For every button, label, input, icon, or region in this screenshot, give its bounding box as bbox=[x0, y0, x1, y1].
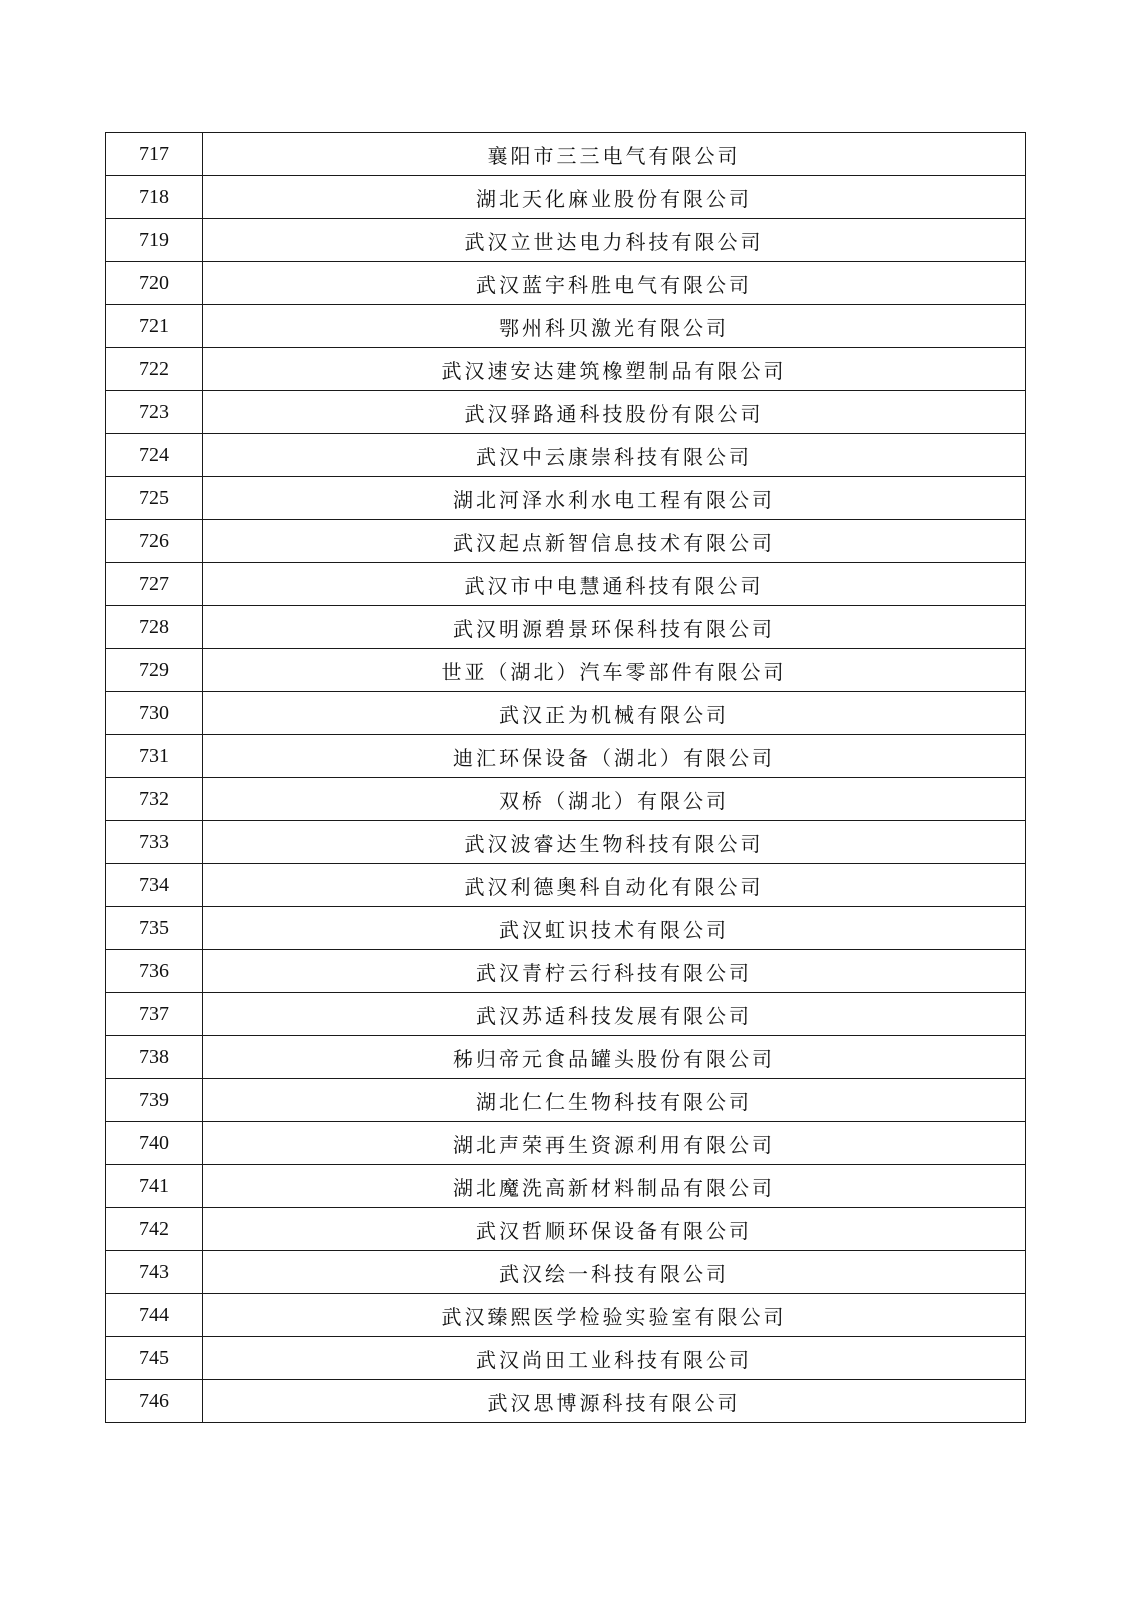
table-row bbox=[106, 864, 1026, 907]
table-row bbox=[106, 735, 1026, 778]
table-row bbox=[106, 1122, 1026, 1165]
table-row bbox=[106, 821, 1026, 864]
company-name-cell: 武汉思博源科技有限公司 bbox=[203, 1380, 1026, 1423]
row-number-cell: 736 bbox=[106, 950, 203, 993]
table-row bbox=[106, 649, 1026, 692]
row-number-cell: 718 bbox=[106, 176, 203, 219]
company-name-cell: 武汉正为机械有限公司 bbox=[203, 692, 1026, 735]
company-name-cell: 武汉明源碧景环保科技有限公司 bbox=[203, 606, 1026, 649]
company-name-cell: 武汉虹识技术有限公司 bbox=[203, 907, 1026, 950]
company-name-cell: 武汉市中电慧通科技有限公司 bbox=[203, 563, 1026, 606]
company-name-cell: 鄂州科贝激光有限公司 bbox=[203, 305, 1026, 348]
company-name-cell: 武汉驿路通科技股份有限公司 bbox=[203, 391, 1026, 434]
row-number-cell: 746 bbox=[106, 1380, 203, 1423]
row-number-cell: 744 bbox=[106, 1294, 203, 1337]
row-number-cell: 740 bbox=[106, 1122, 203, 1165]
company-name-cell: 武汉利德奥科自动化有限公司 bbox=[203, 864, 1026, 907]
row-number-cell: 727 bbox=[106, 563, 203, 606]
row-number-cell: 731 bbox=[106, 735, 203, 778]
table-row bbox=[106, 1294, 1026, 1337]
company-name-cell: 迪汇环保设备（湖北）有限公司 bbox=[203, 735, 1026, 778]
row-number-cell: 737 bbox=[106, 993, 203, 1036]
row-number-cell: 741 bbox=[106, 1165, 203, 1208]
company-name-cell: 武汉速安达建筑橡塑制品有限公司 bbox=[203, 348, 1026, 391]
company-name-cell: 武汉尚田工业科技有限公司 bbox=[203, 1337, 1026, 1380]
table-row bbox=[106, 434, 1026, 477]
table-row bbox=[106, 606, 1026, 649]
table-row bbox=[106, 907, 1026, 950]
company-name-cell: 世亚（湖北）汽车零部件有限公司 bbox=[203, 649, 1026, 692]
table-row bbox=[106, 520, 1026, 563]
company-name-cell: 武汉波睿达生物科技有限公司 bbox=[203, 821, 1026, 864]
row-number-cell: 720 bbox=[106, 262, 203, 305]
company-name-cell: 襄阳市三三电气有限公司 bbox=[203, 133, 1026, 176]
table-row bbox=[106, 391, 1026, 434]
table-row bbox=[106, 1079, 1026, 1122]
row-number-cell: 722 bbox=[106, 348, 203, 391]
table-row bbox=[106, 1036, 1026, 1079]
row-number-cell: 724 bbox=[106, 434, 203, 477]
table-row bbox=[106, 1165, 1026, 1208]
table-row bbox=[106, 477, 1026, 520]
table-row bbox=[106, 305, 1026, 348]
company-name-cell: 武汉臻熙医学检验实验室有限公司 bbox=[203, 1294, 1026, 1337]
company-name-cell: 武汉青柠云行科技有限公司 bbox=[203, 950, 1026, 993]
row-number-cell: 733 bbox=[106, 821, 203, 864]
row-number-cell: 738 bbox=[106, 1036, 203, 1079]
table-body bbox=[106, 133, 1026, 1423]
table-row bbox=[106, 133, 1026, 176]
table-row bbox=[106, 1208, 1026, 1251]
company-name-cell: 武汉蓝宇科胜电气有限公司 bbox=[203, 262, 1026, 305]
row-number-cell: 726 bbox=[106, 520, 203, 563]
company-name-cell: 湖北仁仁生物科技有限公司 bbox=[203, 1079, 1026, 1122]
table-row bbox=[106, 778, 1026, 821]
row-number-cell: 728 bbox=[106, 606, 203, 649]
table-row bbox=[106, 176, 1026, 219]
row-number-cell: 734 bbox=[106, 864, 203, 907]
table-row bbox=[106, 1251, 1026, 1294]
row-number-cell: 735 bbox=[106, 907, 203, 950]
company-name-cell: 武汉立世达电力科技有限公司 bbox=[203, 219, 1026, 262]
company-name-cell: 武汉绘一科技有限公司 bbox=[203, 1251, 1026, 1294]
table-row bbox=[106, 692, 1026, 735]
table-row bbox=[106, 348, 1026, 391]
table-row bbox=[106, 1380, 1026, 1423]
company-name-cell: 湖北声荣再生资源利用有限公司 bbox=[203, 1122, 1026, 1165]
company-name-cell: 湖北河泽水利水电工程有限公司 bbox=[203, 477, 1026, 520]
row-number-cell: 742 bbox=[106, 1208, 203, 1251]
company-name-cell: 秭归帝元食品罐头股份有限公司 bbox=[203, 1036, 1026, 1079]
table-row bbox=[106, 993, 1026, 1036]
table-row bbox=[106, 950, 1026, 993]
company-name-cell: 武汉起点新智信息技术有限公司 bbox=[203, 520, 1026, 563]
company-name-cell: 武汉哲顺环保设备有限公司 bbox=[203, 1208, 1026, 1251]
row-number-cell: 730 bbox=[106, 692, 203, 735]
row-number-cell: 725 bbox=[106, 477, 203, 520]
table-row bbox=[106, 262, 1026, 305]
table-row bbox=[106, 563, 1026, 606]
row-number-cell: 743 bbox=[106, 1251, 203, 1294]
row-number-cell: 732 bbox=[106, 778, 203, 821]
row-number-cell: 745 bbox=[106, 1337, 203, 1380]
company-list-table bbox=[105, 132, 1026, 1423]
row-number-cell: 729 bbox=[106, 649, 203, 692]
table-row bbox=[106, 219, 1026, 262]
row-number-cell: 723 bbox=[106, 391, 203, 434]
company-name-cell: 武汉中云康崇科技有限公司 bbox=[203, 434, 1026, 477]
company-name-cell: 湖北魔洗高新材料制品有限公司 bbox=[203, 1165, 1026, 1208]
row-number-cell: 721 bbox=[106, 305, 203, 348]
row-number-cell: 739 bbox=[106, 1079, 203, 1122]
company-name-cell: 武汉苏适科技发展有限公司 bbox=[203, 993, 1026, 1036]
company-name-cell: 湖北天化麻业股份有限公司 bbox=[203, 176, 1026, 219]
table-row bbox=[106, 1337, 1026, 1380]
company-name-cell: 双桥（湖北）有限公司 bbox=[203, 778, 1026, 821]
row-number-cell: 719 bbox=[106, 219, 203, 262]
row-number-cell: 717 bbox=[106, 133, 203, 176]
